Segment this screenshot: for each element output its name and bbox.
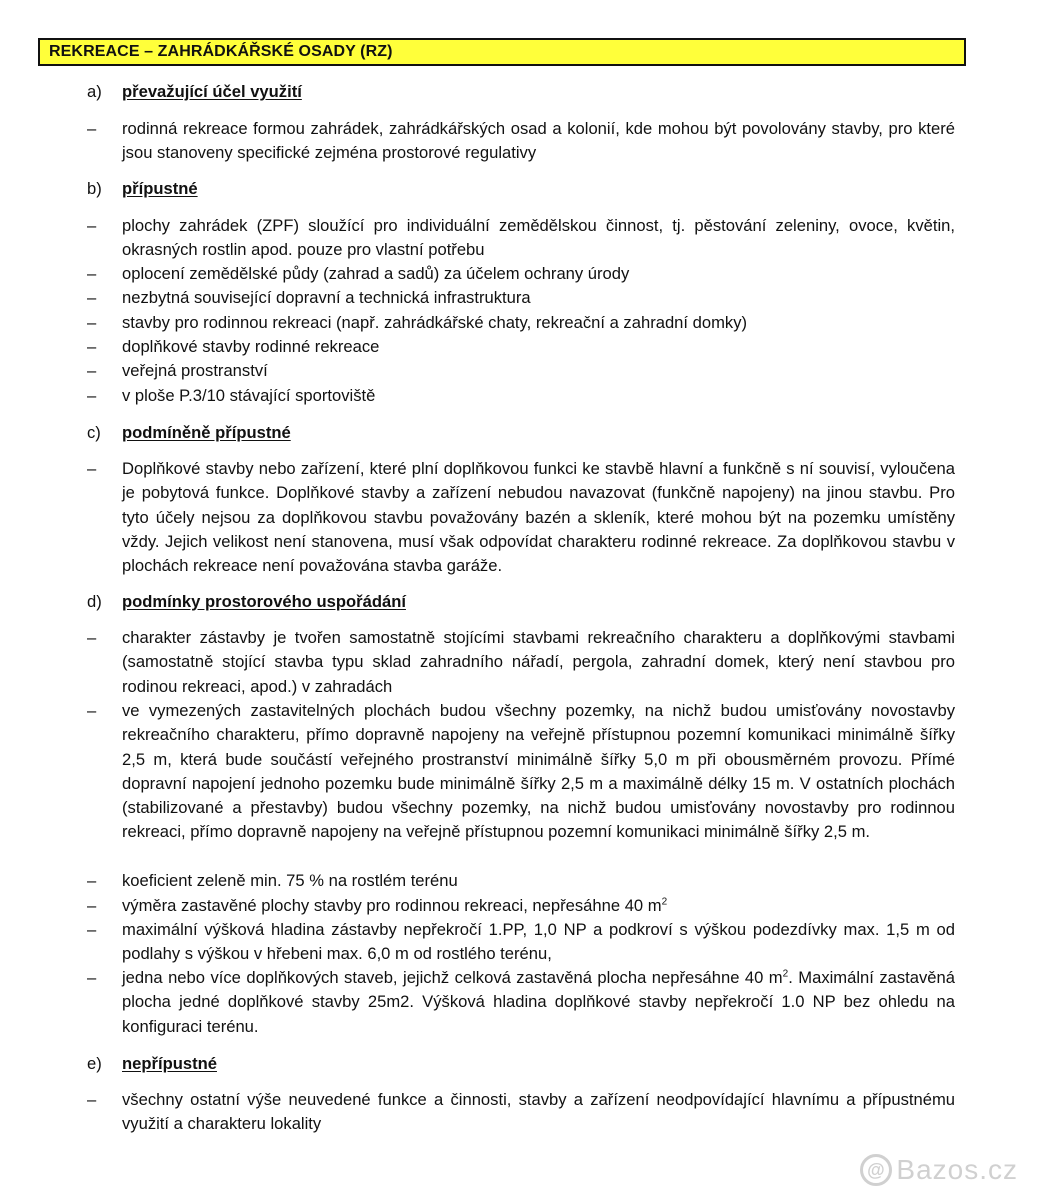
- dash-marker: –: [87, 968, 97, 987]
- list-item: [87, 311, 955, 335]
- item-text: nezbytná související dopravní a technická infrastruktura: [122, 288, 531, 307]
- superscript: 2: [782, 968, 789, 980]
- item-text: ve vymezených zastavitelných plochách budou všechny pozemky, na nichž budou umisťovány novostavby rekreačního charakteru, přímo dopravně napojeny na veřejně přístupnou pozemní komunikaci minimálně šířky 2,5 m, která bude součástí veřejného prostranství minimálně šířky 5,0 m při obousměrném provozu. Přímé dopravní napojení jednoho pozemku bude minimálně šířky 2,5 m a maximálně délky 15 m. V ostatních plochách (stabilizované a přestavby) budou všechny pozemky, na nichž budou umisťovány novostavby pro rodinnou rekreaci, přímo dopravně napojeny na veřejně přístupnou pozemní komunikaci minimálně šířky 2,5 m.: [122, 701, 955, 842]
- item-text-part: jedna nebo více doplňkových staveb, jejichž celková zastavěná plocha nepřesáhne 40 m: [122, 968, 783, 987]
- section-letter: a): [87, 82, 102, 101]
- section-letter: e): [87, 1054, 102, 1073]
- section-heading-e: [87, 1052, 217, 1076]
- item-text: oplocení zemědělské půdy (zahrad a sadů) za účelem ochrany úrody: [122, 264, 630, 283]
- dash-marker: –: [87, 459, 97, 478]
- item-text: stavby pro rodinnou rekreaci (např. zahrádkářské chaty, rekreační a zahradní domky): [122, 313, 748, 332]
- dash-marker: –: [87, 264, 97, 283]
- section-heading-c: [87, 421, 291, 445]
- item-text: koeficient zeleně min. 75 % na rostlém terénu: [122, 871, 458, 890]
- list-item: [87, 966, 955, 1039]
- section-letter: b): [87, 179, 102, 198]
- item-text: veřejná prostranství: [122, 361, 268, 380]
- watermark: [860, 1154, 1018, 1186]
- section-heading-d: [87, 590, 406, 614]
- item-text: všechny ostatní výše neuvedené funkce a činnosti, stavby a zařízení neodpovídající hlavnímu a přípustnému využití a charakteru lokality: [122, 1090, 955, 1134]
- at-sign-icon: @: [860, 1154, 892, 1186]
- list-item: [87, 918, 955, 967]
- list-item: [87, 699, 955, 845]
- dash-marker: –: [87, 313, 97, 332]
- dash-marker: –: [87, 628, 97, 647]
- dash-marker: –: [87, 119, 97, 138]
- list-item: [87, 286, 955, 310]
- section-label: podmíněně přípustné: [122, 423, 291, 442]
- section-label: podmínky prostorového uspořádání: [122, 592, 406, 611]
- item-text: v ploše P.3/10 stávající sportoviště: [122, 386, 376, 405]
- dash-marker: –: [87, 361, 97, 380]
- section-label: přípustné: [122, 179, 198, 198]
- item-text-part: výměra zastavěné plochy stavby pro rodinnou rekreaci, nepřesáhne 40 m: [122, 896, 662, 915]
- section-letter: d): [87, 592, 102, 611]
- watermark-text: Bazos.cz: [896, 1154, 1018, 1185]
- dash-marker: –: [87, 386, 97, 405]
- list-item: [87, 1088, 955, 1137]
- item-text-part: . Maximální zastavěná plocha jedné doplňkové stavby 25m2. Výšková hladina doplňkové stavby nepřekročí 1.0 NP bez ohledu na konfiguraci terénu.: [122, 968, 955, 1036]
- section-label: převažující účel využití: [122, 82, 302, 101]
- item-text: plochy zahrádek (ZPF) sloužící pro individuální zemědělskou činnost, tj. pěstování zeleniny, ovoce, květin, okrasných rostlin apod. pouze pro vlastní potřebu: [122, 216, 955, 260]
- list-item: [87, 626, 955, 699]
- dash-marker: –: [87, 1090, 97, 1109]
- item-text: Doplňkové stavby nebo zařízení, které plní doplňkovou funkci ke stavbě hlavní a funkčně s ní souvisí, vyloučena je pobytová funkce. Doplňkové stavby a zařízení nebudou navazovat (funkčně napojeny) na jinou stavbu. Pro tyto účely nejsou za doplňkovou stavbu považovány bazén a skleník, které mohou být na pozemku umístěny vždy. Jejich velikost není stanovena, musí však odpovídat charakteru rodinné rekreace. Za doplňkovou stavbu v plochách rekreace není považována stavba garáže.: [122, 459, 955, 576]
- list-item: [87, 262, 955, 286]
- dash-marker: –: [87, 288, 97, 307]
- item-text: maximální výšková hladina zástavby nepřekročí 1.PP, 1,0 NP a podkroví s výškou podezdívky max. 1,5 m od podlahy s výškou v hřebeni max. 6,0 m od rostlého terénu,: [122, 920, 955, 964]
- dash-marker: –: [87, 701, 97, 720]
- list-item: [87, 214, 955, 263]
- list-item: [87, 117, 955, 166]
- dash-marker: –: [87, 216, 97, 235]
- list-item: [87, 359, 955, 383]
- item-text: charakter zástavby je tvořen samostatně stojícími stavbami rekreačního charakteru a doplňkovými stavbami (samostatně stojící stavba typu sklad zahradního nářadí, pergola, zahradní domek, který není stavbou pro rodinou rekreaci, apod.) v zahradách: [122, 628, 955, 696]
- dash-marker: –: [87, 871, 97, 890]
- document-title: REKREACE – ZAHRÁDKÁŘSKÉ OSADY (RZ): [38, 38, 966, 66]
- list-item: [87, 894, 955, 918]
- dash-marker: –: [87, 920, 97, 939]
- superscript: 2: [661, 896, 668, 908]
- item-text: rodinná rekreace formou zahrádek, zahrádkářských osad a kolonií, kde mohou být povolovány stavby, pro které jsou stanoveny specifické zejména prostorové regulativy: [122, 119, 955, 163]
- item-text: [122, 966, 955, 1039]
- list-item: [87, 384, 955, 408]
- dash-marker: –: [87, 896, 97, 915]
- list-item: [87, 457, 955, 578]
- list-item: [87, 869, 955, 893]
- item-text: doplňkové stavby rodinné rekreace: [122, 337, 380, 356]
- item-text: [122, 894, 955, 918]
- section-letter: c): [87, 423, 101, 442]
- section-label: nepřípustné: [122, 1054, 217, 1073]
- section-heading-b: [87, 177, 198, 201]
- dash-marker: –: [87, 337, 97, 356]
- section-heading-a: [87, 80, 302, 104]
- list-item: [87, 335, 955, 359]
